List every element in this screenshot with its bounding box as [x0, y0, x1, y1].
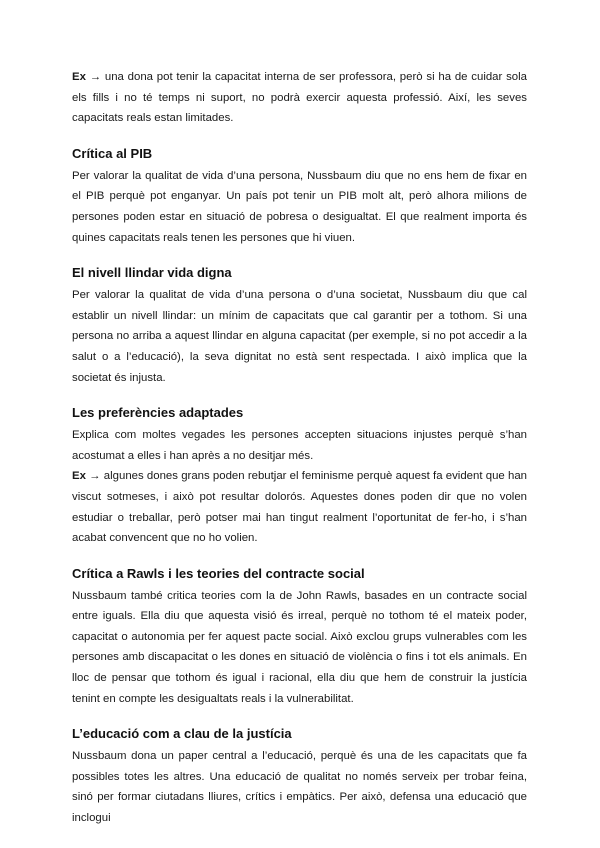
section-educacio: [72, 724, 527, 828]
section-paragraph: Nussbaum també critica teories com la de John Rawls, basades en un contracte social entre iguals. Ella diu que aquesta visió és irreal, perquè no tothom té el mateix poder, capacitat o autonomia per fer aquest pacte social. Això exclou grups vulnerables com les persones amb discapacitat o les dones en situació de violència o fins i tot els animals. En lloc de pensar que tothom és igual i racional, ella diu que hem de construir la justícia tenint en compte les desigualtats reals i la vulnerabilitat.: [72, 589, 527, 705]
example-label: Ex: [72, 470, 86, 483]
section-paragraph: Nussbaum dona un paper central a l’educació, perquè és una de les capacitats que fa possibles totes les altres. Una educació de qualitat no només serveix per trobar feina, sinó per formar ciutadans lliures, crítics i empàtics. Per això, defensa una educació que inclogui: [72, 750, 527, 825]
example-text: → algunes dones grans poden rebutjar el feminisme perquè aquest fa evident que han viscut sotmeses, i això pot resultar dolorós. Aquestes dones poden dir que no volen estudiar o treballar, però potser mai han tingut realment l’oportunitat de fer-ho, i s’han acabat convencent que no ho volien.: [72, 470, 527, 545]
section-heading: Crítica al PIB: [72, 145, 153, 161]
section-heading: Les preferències adaptades: [72, 405, 244, 421]
section-heading: El nivell llindar vida digna: [72, 265, 232, 281]
example-text: → una dona pot tenir la capacitat interna de ser professora, però si ha de cuidar sola els fills i no té temps ni suport, no podrà exercir aquesta professió. Així, les seves capacitats reals estan limitades.: [72, 71, 527, 125]
section-paragraph: Per valorar la qualitat de vida d’una persona, Nussbaum diu que no ens hem de fixar en el PIB perquè pot enganyar. Un país pot tenir un PIB molt alt, però alhora milions de persones poden estar en situació de pobresa o desigualtat. El que realment importa és quines capacitats reals tenen les persones que hi viuen.: [72, 169, 527, 244]
section-preferencies-adaptades: [72, 403, 527, 549]
section-heading: L’educació com a clau de la justícia: [72, 726, 292, 742]
section-heading: Crítica a Rawls i les teories del contracte social: [72, 565, 365, 581]
section-nivell-llindar: [72, 263, 527, 388]
example-paragraph: [72, 466, 527, 548]
section-critica-rawls: [72, 564, 527, 710]
intro-example-paragraph: [72, 67, 527, 129]
section-paragraph: Explica com moltes vegades les persones accepten situacions injustes perquè s’han acostumat a elles i han après a no desitjar més.: [72, 429, 527, 462]
section-paragraph: Per valorar la qualitat de vida d’una persona o d’una societat, Nussbaum diu que cal establir un nivell llindar: un mínim de capacitats que cal garantir per a tothom. Si una persona no arriba a aquest llindar en alguna capacitat (per exemple, si no pot accedir a la salut o a l’educació), la seva dignitat no està sent respectada. I això implica que la societat és injusta.: [72, 289, 527, 384]
example-label: Ex: [72, 71, 86, 83]
intro-example: [72, 67, 527, 129]
document-page: [72, 67, 527, 844]
section-critica-pib: [72, 144, 527, 248]
